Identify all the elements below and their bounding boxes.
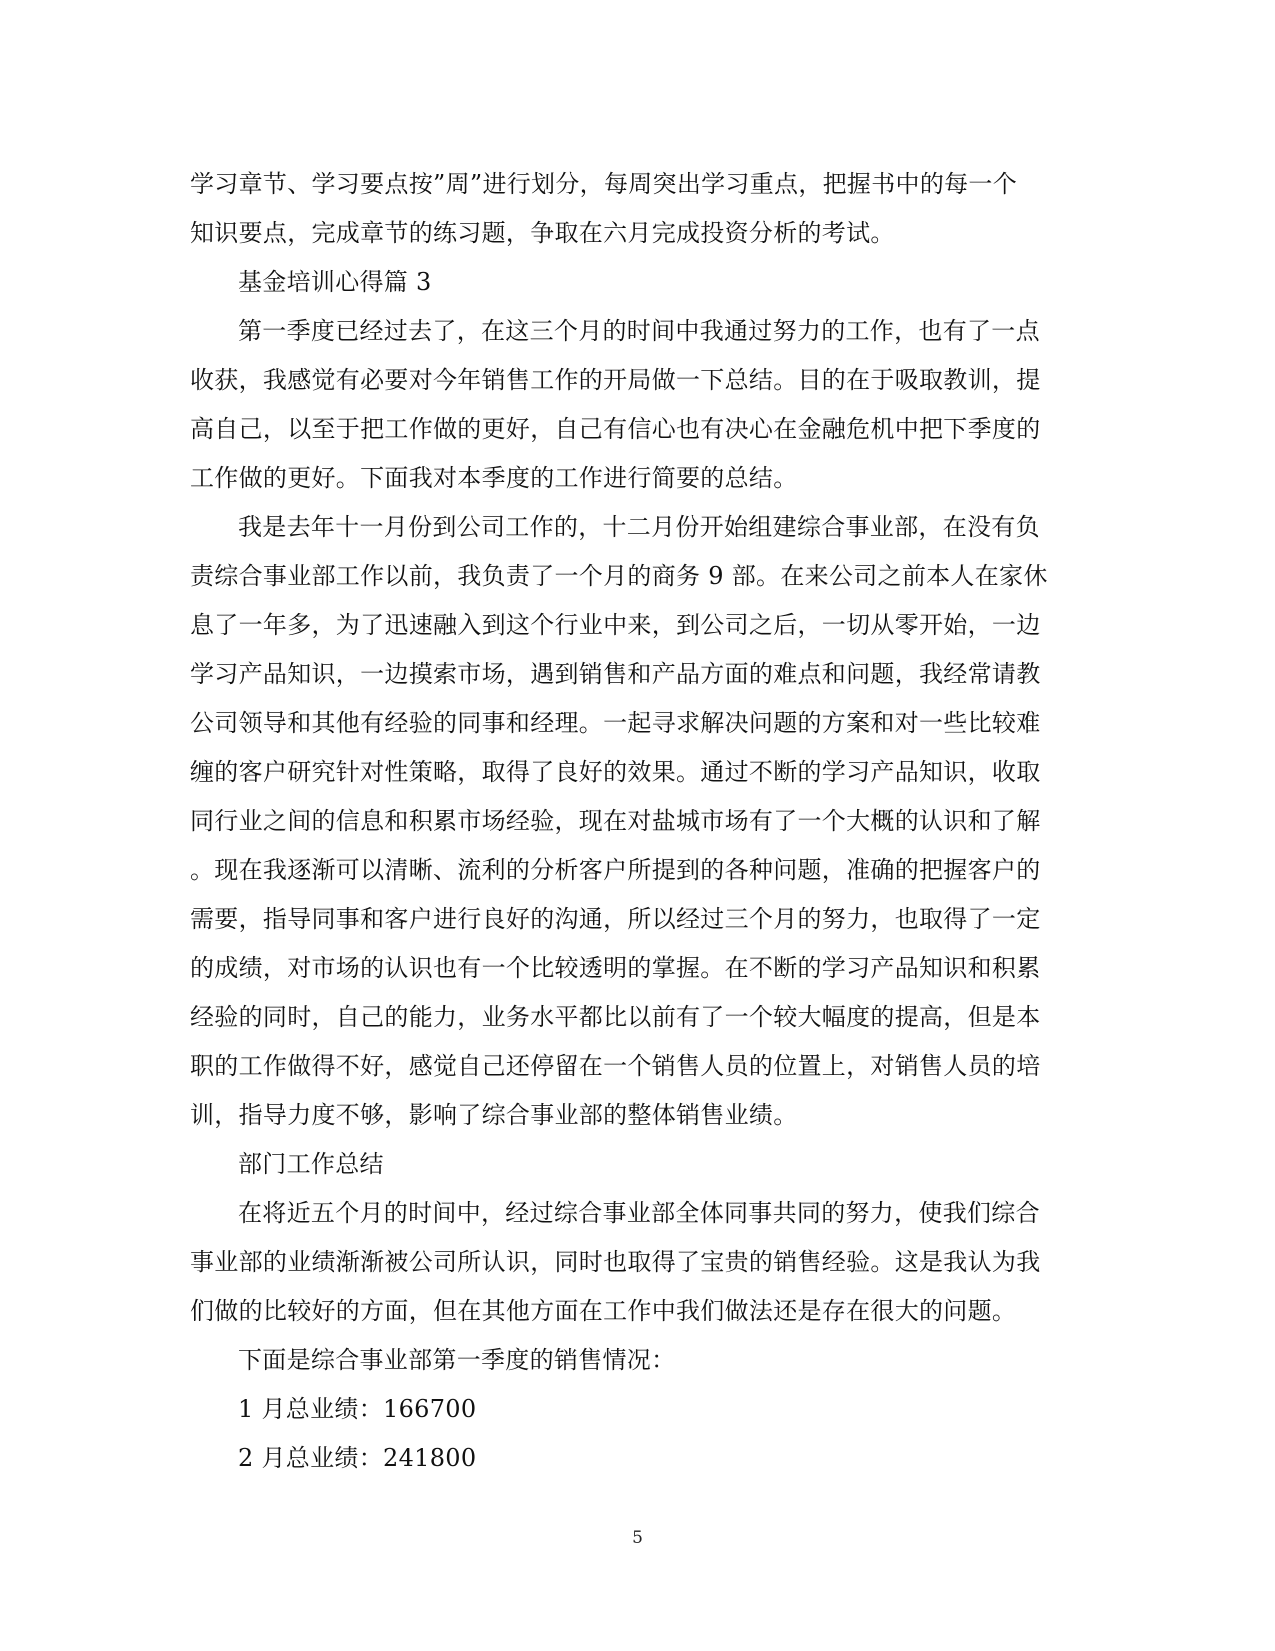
text-line: 职的工作做得不好，感觉自己还停留在一个销售人员的位置上，对销售人员的培 — [190, 1052, 1041, 1080]
text-line: 公司领导和其他有经验的同事和经理。一起寻求解决问题的方案和对一些比较难 — [190, 709, 1041, 737]
text-line: 下面是综合事业部第一季度的销售情况： — [238, 1346, 676, 1374]
text-line: 事业部的业绩渐渐被公司所认识，同时也取得了宝贵的销售经验。这是我认为我 — [190, 1248, 1041, 1276]
text-line: 高自己，以至于把工作做的更好，自己有信心也有决心在金融危机中把下季度的 — [190, 415, 1041, 443]
text-line: 知识要点，完成章节的练习题，争取在六月完成投资分析的考试。 — [190, 219, 895, 247]
text-line: 1 月总业绩：166700 — [238, 1395, 477, 1423]
text-line: 我是去年十一月份到公司工作的，十二月份开始组建综合事业部，在没有负 — [238, 513, 1040, 541]
text-line: 第一季度已经过去了，在这三个月的时间中我通过努力的工作，也有了一点 — [238, 317, 1040, 345]
section-heading: 基金培训心得篇 3 — [238, 268, 432, 296]
page-number: 5 — [632, 1528, 643, 1548]
document-body — [190, 160, 1050, 1483]
text-line: 学习产品知识，一边摸索市场，遇到销售和产品方面的难点和问题，我经常请教 — [190, 660, 1041, 688]
text-line: 需要，指导同事和客户进行良好的沟通，所以经过三个月的努力，也取得了一定 — [190, 905, 1041, 933]
text-line: 收获，我感觉有必要对今年销售工作的开局做一下总结。目的在于吸取教训，提 — [190, 366, 1041, 394]
text-line: 在将近五个月的时间中，经过综合事业部全体同事共同的努力，使我们综合 — [238, 1199, 1040, 1227]
text-line: 工作做的更好。下面我对本季度的工作进行简要的总结。 — [190, 464, 798, 492]
text-line: 训，指导力度不够，影响了综合事业部的整体销售业绩。 — [190, 1101, 798, 1129]
text-line: 2 月总业绩：241800 — [238, 1444, 477, 1472]
text-line: 的成绩，对市场的认识也有一个比较透明的掌握。在不断的学习产品知识和积累 — [190, 954, 1041, 982]
text-line: 经验的同时，自己的能力，业务水平都比以前有了一个较大幅度的提高，但是本 — [190, 1003, 1041, 1031]
text-line: 们做的比较好的方面，但在其他方面在工作中我们做法还是存在很大的问题。 — [190, 1297, 1017, 1325]
text-line: 。现在我逐渐可以清晰、流利的分析客户所提到的各种问题，准确的把握客户的 — [190, 856, 1041, 884]
text-line: 责综合事业部工作以前，我负责了一个月的商务 9 部。在来公司之前本人在家休 — [190, 562, 1048, 590]
text-line: 息了一年多，为了迅速融入到这个行业中来，到公司之后，一切从零开始，一边 — [190, 611, 1041, 639]
text-line: 缠的客户研究针对性策略，取得了良好的效果。通过不断的学习产品知识，收取 — [190, 758, 1041, 786]
text-line: 学习章节、学习要点按”周”进行划分，每周突出学习重点，把握书中的每一个 — [190, 170, 1018, 198]
section-heading: 部门工作总结 — [238, 1150, 384, 1178]
text-line: 同行业之间的信息和积累市场经验，现在对盐城市场有了一个大概的认识和了解 — [190, 807, 1041, 835]
